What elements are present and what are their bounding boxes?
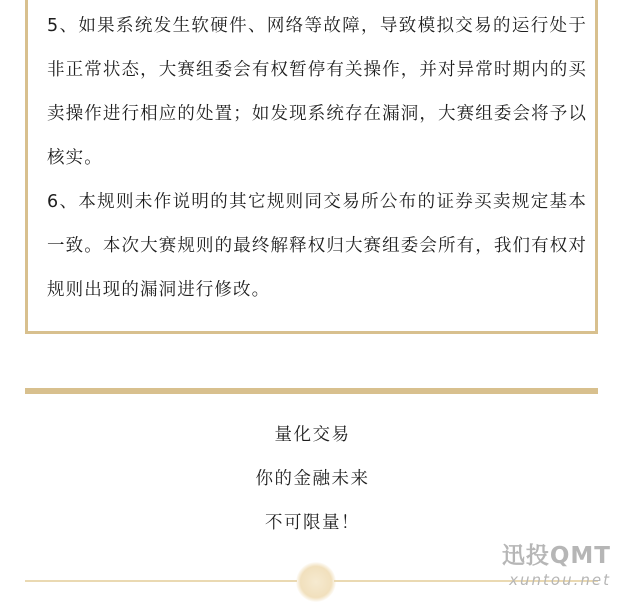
watermark [486,542,611,590]
rule-item-5: 5、如果系统发生软硬件、网络等故障，导致模拟交易的运行处于非正常状态，大赛组委会有权暂停有关操作，并对异常时期内的买卖操作进行相应的处置；如发现系统存在漏洞，大赛组委会将予以核实。 [47,16,587,168]
rule-item-6: 6、本规则未作说明的其它规则同交易所公布的证券买卖规定基本一致。本次大赛规则的最终解释权归大赛组委会所有，我们有权对规则出现的漏洞进行修改。 [47,192,587,300]
watermark-title: 迅投QMT [501,543,611,569]
slogan-line-1: 量化交易 [274,425,351,445]
rules-box [25,0,598,334]
slogan-line-2: 你的金融未来 [255,469,370,489]
watermark-url: xuntou.net [509,571,611,589]
rules-text [47,4,587,312]
divider-band [25,388,598,394]
bottom-rule-left [25,580,297,582]
sun-ornament-icon [296,562,336,602]
slogan-line-3: 不可限量！ [265,513,360,533]
